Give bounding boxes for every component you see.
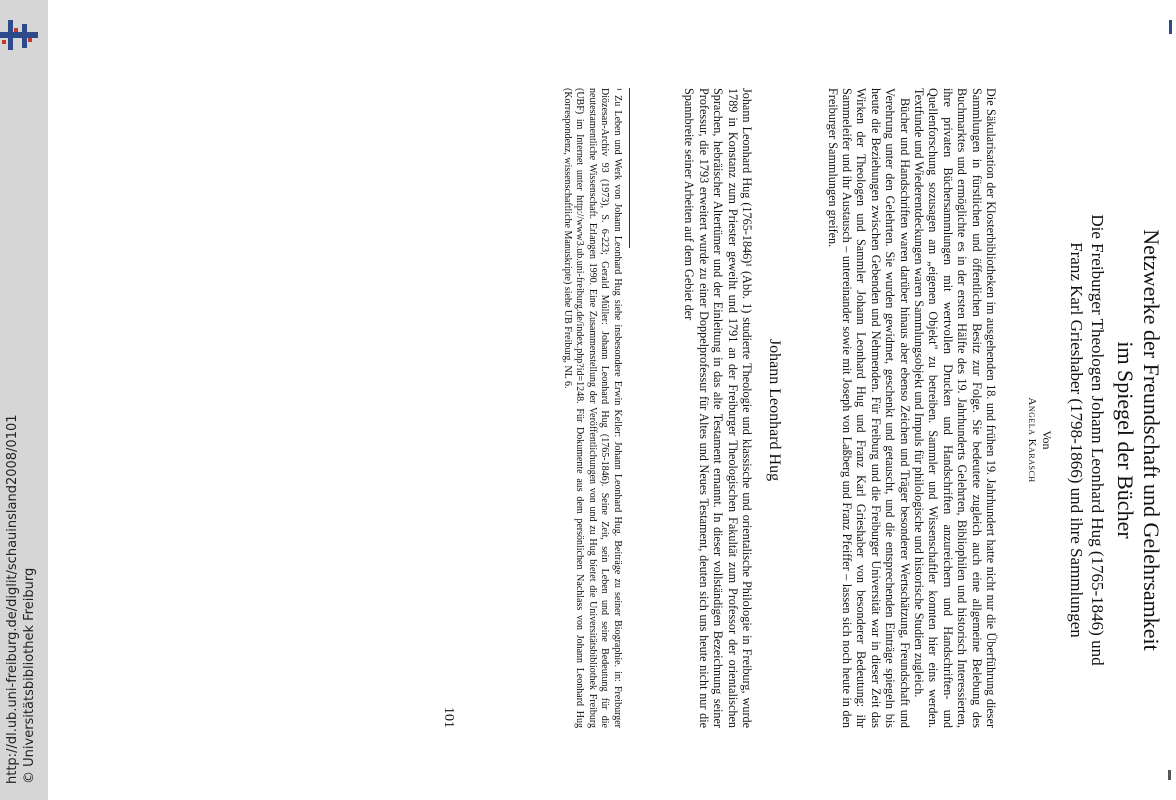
intro-paragraph-2: Bücher und Handschriften waren darüber hinaus aber ebenso Zeichen und Träger besonderer Wertschätzung, Freundschaft und Verehrung unter den Gelehrten. Sie wurden gewidmet, geschenkt und getauscht, und die entsprechenden Einträge spiegeln bis heute die Beziehungen zwischen Gebenden und Nehmenden. Für Freiburg und die Freiburger Universität war in dieser Zeit das Wirken der Theologen und Sammler Johann Leonhard Hug und Franz Karl Grieshaber von besonderer Bedeutung: ihr Sammeleifer und ihr Austausch – untereinander sowie mit Joseph von Laßberg und Franz Pfeiffer – lassen sich noch heute in den Freiburger Sammlungen greifen. [825,88,912,728]
byline-author: Angela Karasch [1026,397,1038,483]
intro-paragraph-1: Die Säkularisation der Klosterbibliotheken im ausgehenden 18. und frühen 19. Jahrhundert hatte nicht nur die Überführung dieser Sammlungen in fürstlichen und öffentlichen Besitz zur Folge. Sie bedeutete zugleich auch eine allgemeine Belebung des Buchmarktes und ermöglichte es in der ersten Hälfte des 19. Jahrhunderts Gelehrten, Bibliophilen und historisch Interessierten, ihre privaten Büchersammlungen mit wertvollen Drucken und Handschriften anzureichern und Handschriften- und Quellenforschung sozusagen am „eigenen Objekt" zu betreiben. Sammler und Wissenschaftler konnten hier eins werden. Textfunde und Wiederentdeckungen waren Sammlungsobjekt und Impuls für philologische und historische Studien zugleich. [911,88,998,728]
scanned-page [406,60,1176,800]
viewer-sidebar [0,0,48,800]
title-line-2: im Spiegel der Bücher [1113,341,1138,539]
copyright-notice: © Universitätsbibliothek Freiburg [22,567,37,784]
sidebar-credits [4,0,38,800]
title-line-1: Netzwerke der Freundschaft und Gelehrsamkeit [1139,229,1164,651]
page-number: 101 [441,707,456,728]
hug-section [682,88,754,728]
footnote-divider [629,88,630,248]
subtitle-line-1: Die Freiburger Theologen Johann Leonhard Hug (1765-1846) und [1088,214,1107,666]
byline-von: Von [1040,430,1054,450]
hug-paragraph-1: Johann Leonhard Hug (1765-1846)¹ (Abb. 1) studierte Theologie und klassische und orientalische Philologie in Freiburg, wurde 1789 in Konstanz zum Priester geweiht und 1791 an der Freiburger Theologischen Fakultät zum Professor der orientalischen Sprachen, hebräischer Altertümer und der Einleitung in das alte Testament ernannt. In dieser vollständigen Bezeichnung seiner Professur, die 1793 erweitert wurde zu einer Doppelprofessur für Altes und Neues Testament, deuten sich uns heute nicht nur die Spannbreite seiner Arbeiten auf dem Gebiet der [682,88,754,728]
subtitle-line-2: Franz Karl Grieshaber (1798-1866) und ihre Sammlungen [1067,242,1086,638]
footnote-1: ¹ Zu Leben und Werk von Johann Leonhard Hug siehe insbesondere Erwin Keller: Johann Leonhard Hug. Beiträge zu seiner Biographie. in: Freiburger Diözesan-Archiv 93 (1973), S. 6-223; Gerald Müller: Johann Leonhard Hug (1765-1846). Seine Zeit, sein Leben und seine Bedeutung für die neutestamentliche Wissenschaft. Erlangen 1990. Eine Zusammenstellung der Veröffentlichungen von und zu Hug bietet die Universitätsbibliothek Freiburg (UBF) im Internet unter http://www3.ub.uni-freiburg.de/index.php?id=1248. Für Dokumente aus dem persönlichen Nachlass von Johann Leonhard Hug (Korrespondenz, wissenschaftliche Manuskripte) siehe UB Freiburg, NL 6. [561,88,623,728]
section-heading: Johann Leonhard Hug [766,338,783,482]
page-edge-marks [1166,20,1176,800]
document-url[interactable]: http://dl.ub.uni-freiburg.de/diglit/schauinsland2008/0101 [5,414,20,784]
article-subtitle [1066,90,1108,790]
intro-section [825,88,998,728]
article-title [1112,90,1164,790]
